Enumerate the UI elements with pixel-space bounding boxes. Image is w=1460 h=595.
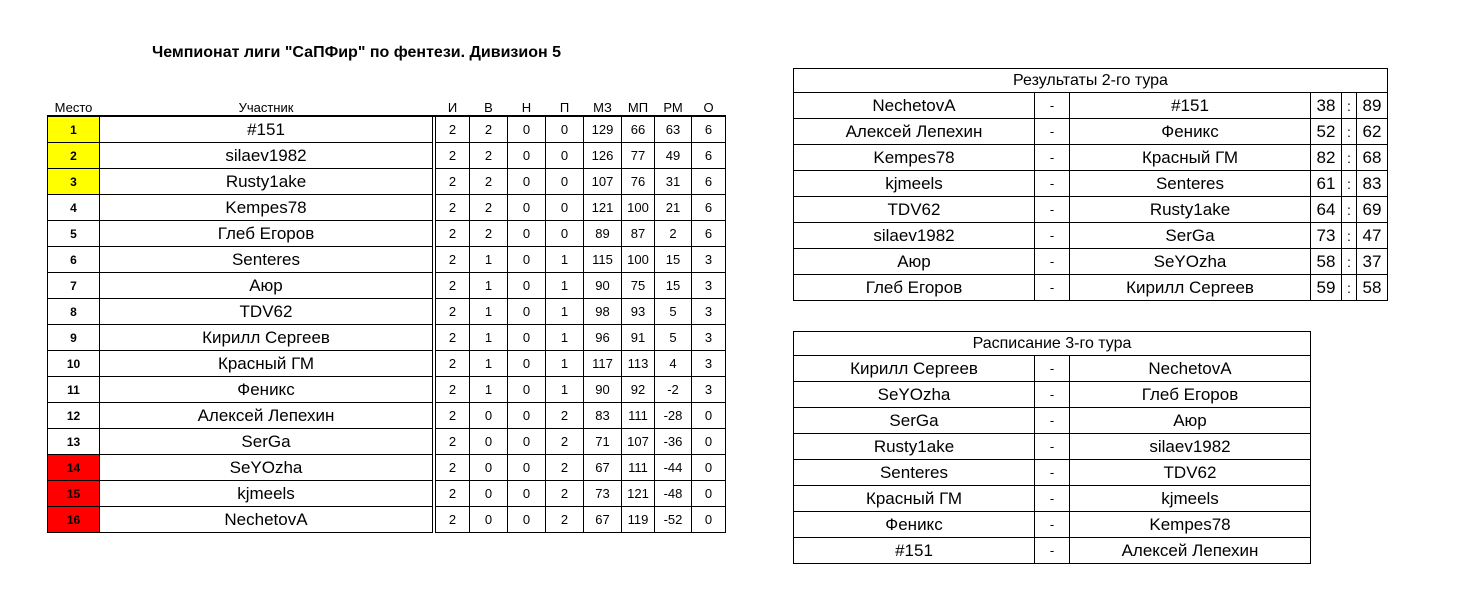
games-cell: 2	[436, 247, 470, 273]
away-score: 68	[1357, 145, 1388, 171]
score-cell: 3	[692, 325, 726, 351]
points-scored-cell: 98	[584, 299, 622, 325]
points-scored-cell: 129	[584, 116, 622, 143]
away-team: Kempes78	[1070, 512, 1311, 538]
difference-cell: -36	[655, 429, 692, 455]
standings-row	[48, 273, 726, 299]
score-cell: 6	[692, 221, 726, 247]
games-cell: 2	[436, 299, 470, 325]
points-allowed-cell: 92	[622, 377, 655, 403]
wins-cell: 1	[470, 273, 508, 299]
participant-name: SeYOzha	[100, 455, 433, 481]
schedule-row	[794, 434, 1311, 460]
place-cell: 5	[48, 221, 100, 247]
participant-name: Глеб Егоров	[100, 221, 433, 247]
points-allowed-cell: 91	[622, 325, 655, 351]
points-allowed-cell: 66	[622, 116, 655, 143]
score-cell: 0	[692, 403, 726, 429]
result-row	[794, 171, 1388, 197]
score-colon: :	[1342, 197, 1357, 223]
losses-cell: 0	[546, 143, 584, 169]
points-scored-cell: 115	[584, 247, 622, 273]
draws-cell: 0	[508, 143, 546, 169]
difference-cell: 15	[655, 247, 692, 273]
losses-cell: 1	[546, 325, 584, 351]
participant-name: Kempes78	[100, 195, 433, 221]
score-colon: :	[1342, 145, 1357, 171]
losses-cell: 0	[546, 169, 584, 195]
points-scored-cell: 89	[584, 221, 622, 247]
draws-cell: 0	[508, 507, 546, 533]
header-place: Место	[54, 100, 93, 115]
standings-header-row	[48, 95, 726, 116]
away-team: Rusty1ake	[1070, 197, 1311, 223]
away-score: 69	[1357, 197, 1388, 223]
games-cell: 2	[436, 403, 470, 429]
score-cell: 3	[692, 299, 726, 325]
place-cell: 11	[48, 377, 100, 403]
difference-cell: -28	[655, 403, 692, 429]
result-row	[794, 275, 1388, 301]
versus-dash: -	[1035, 119, 1070, 145]
header-losses: П	[559, 100, 570, 115]
result-row	[794, 223, 1388, 249]
wins-cell: 0	[470, 429, 508, 455]
points-allowed-cell: 107	[622, 429, 655, 455]
points-allowed-cell: 87	[622, 221, 655, 247]
participant-name: Феникс	[100, 377, 433, 403]
draws-cell: 0	[508, 247, 546, 273]
home-score: 58	[1311, 249, 1342, 275]
points-scored-cell: 67	[584, 507, 622, 533]
points-scored-cell: 71	[584, 429, 622, 455]
wins-cell: 0	[470, 481, 508, 507]
score-colon: :	[1342, 119, 1357, 145]
participant-name: Rusty1ake	[100, 169, 433, 195]
points-allowed-cell: 93	[622, 299, 655, 325]
away-team: Кирилл Сергеев	[1070, 275, 1311, 301]
home-team: silaev1982	[794, 223, 1035, 249]
games-cell: 2	[436, 507, 470, 533]
participant-name: Кирилл Сергеев	[100, 325, 433, 351]
participant-name: Алексей Лепехин	[100, 403, 433, 429]
place-cell: 9	[48, 325, 100, 351]
wins-cell: 2	[470, 116, 508, 143]
versus-dash: -	[1035, 171, 1070, 197]
away-team: Глеб Егоров	[1070, 382, 1311, 408]
standings-row	[48, 455, 726, 481]
draws-cell: 0	[508, 299, 546, 325]
place-cell: 6	[48, 247, 100, 273]
versus-dash: -	[1035, 460, 1070, 486]
draws-cell: 0	[508, 351, 546, 377]
standings-row	[48, 429, 726, 455]
versus-dash: -	[1035, 382, 1070, 408]
schedule-row	[794, 460, 1311, 486]
draws-cell: 0	[508, 169, 546, 195]
difference-cell: -44	[655, 455, 692, 481]
points-allowed-cell: 121	[622, 481, 655, 507]
draws-cell: 0	[508, 116, 546, 143]
standings-row	[48, 195, 726, 221]
points-allowed-cell: 75	[622, 273, 655, 299]
away-team: TDV62	[1070, 460, 1311, 486]
difference-cell: 5	[655, 299, 692, 325]
points-scored-cell: 90	[584, 273, 622, 299]
home-team: kjmeels	[794, 171, 1035, 197]
wins-cell: 1	[470, 377, 508, 403]
losses-cell: 1	[546, 247, 584, 273]
away-score: 62	[1357, 119, 1388, 145]
points-allowed-cell: 113	[622, 351, 655, 377]
score-colon: :	[1342, 249, 1357, 275]
draws-cell: 0	[508, 429, 546, 455]
versus-dash: -	[1035, 223, 1070, 249]
losses-cell: 1	[546, 351, 584, 377]
standings-row	[48, 377, 726, 403]
versus-dash: -	[1035, 275, 1070, 301]
schedule-row	[794, 512, 1311, 538]
losses-cell: 2	[546, 481, 584, 507]
score-colon: :	[1342, 275, 1357, 301]
draws-cell: 0	[508, 195, 546, 221]
games-cell: 2	[436, 351, 470, 377]
home-score: 61	[1311, 171, 1342, 197]
participant-name: SerGa	[100, 429, 433, 455]
home-team: SeYOzha	[794, 382, 1035, 408]
losses-cell: 1	[546, 273, 584, 299]
home-team: TDV62	[794, 197, 1035, 223]
versus-dash: -	[1035, 93, 1070, 119]
standings-table	[47, 95, 726, 533]
place-cell: 8	[48, 299, 100, 325]
header-draws: Н	[521, 100, 532, 115]
place-cell: 16	[48, 507, 100, 533]
result-row	[794, 249, 1388, 275]
home-score: 59	[1311, 275, 1342, 301]
versus-dash: -	[1035, 486, 1070, 512]
score-cell: 0	[692, 429, 726, 455]
score-cell: 3	[692, 377, 726, 403]
header-score: О	[703, 100, 714, 115]
participant-name: kjmeels	[100, 481, 433, 507]
header-wins: В	[484, 100, 493, 115]
difference-cell: 15	[655, 273, 692, 299]
away-score: 89	[1357, 93, 1388, 119]
home-team: Алексей Лепехин	[794, 119, 1035, 145]
losses-cell: 1	[546, 377, 584, 403]
wins-cell: 1	[470, 299, 508, 325]
place-cell: 12	[48, 403, 100, 429]
results-title: Результаты 2-го тура	[794, 69, 1388, 93]
points-scored-cell: 107	[584, 169, 622, 195]
wins-cell: 2	[470, 221, 508, 247]
losses-cell: 2	[546, 403, 584, 429]
wins-cell: 1	[470, 351, 508, 377]
points-allowed-cell: 100	[622, 247, 655, 273]
score-cell: 6	[692, 116, 726, 143]
losses-cell: 0	[546, 221, 584, 247]
away-team: Алексей Лепехин	[1070, 538, 1311, 564]
wins-cell: 1	[470, 325, 508, 351]
points-allowed-cell: 111	[622, 455, 655, 481]
points-allowed-cell: 76	[622, 169, 655, 195]
place-cell: 7	[48, 273, 100, 299]
results-title-row	[794, 69, 1388, 93]
draws-cell: 0	[508, 377, 546, 403]
away-team: Senteres	[1070, 171, 1311, 197]
standings-row	[48, 325, 726, 351]
away-team: SeYOzha	[1070, 249, 1311, 275]
versus-dash: -	[1035, 408, 1070, 434]
games-cell: 2	[436, 377, 470, 403]
games-cell: 2	[436, 325, 470, 351]
home-team: Senteres	[794, 460, 1035, 486]
score-cell: 3	[692, 351, 726, 377]
losses-cell: 0	[546, 195, 584, 221]
score-cell: 3	[692, 247, 726, 273]
wins-cell: 2	[470, 143, 508, 169]
score-cell: 0	[692, 507, 726, 533]
away-team: Аюр	[1070, 408, 1311, 434]
home-team: Глеб Егоров	[794, 275, 1035, 301]
schedule-row	[794, 486, 1311, 512]
versus-dash: -	[1035, 356, 1070, 382]
losses-cell: 2	[546, 455, 584, 481]
round2-results-table	[793, 68, 1388, 301]
home-team: Аюр	[794, 249, 1035, 275]
standings-row	[48, 299, 726, 325]
place-cell: 13	[48, 429, 100, 455]
points-allowed-cell: 111	[622, 403, 655, 429]
difference-cell: -52	[655, 507, 692, 533]
games-cell: 2	[436, 273, 470, 299]
place-cell: 15	[48, 481, 100, 507]
schedule-row	[794, 408, 1311, 434]
points-scored-cell: 90	[584, 377, 622, 403]
schedule-title: Расписание 3-го тура	[794, 332, 1311, 356]
score-colon: :	[1342, 171, 1357, 197]
wins-cell: 2	[470, 195, 508, 221]
result-row	[794, 93, 1388, 119]
standings-row	[48, 221, 726, 247]
score-cell: 6	[692, 195, 726, 221]
away-score: 37	[1357, 249, 1388, 275]
away-score: 47	[1357, 223, 1388, 249]
home-team: Кирилл Сергеев	[794, 356, 1035, 382]
draws-cell: 0	[508, 221, 546, 247]
draws-cell: 0	[508, 403, 546, 429]
participant-name: Senteres	[100, 247, 433, 273]
score-colon: :	[1342, 223, 1357, 249]
difference-cell: -48	[655, 481, 692, 507]
home-score: 82	[1311, 145, 1342, 171]
place-cell: 1	[48, 116, 100, 143]
points-scored-cell: 67	[584, 455, 622, 481]
participant-name: NechetovA	[100, 507, 433, 533]
standings-row	[48, 481, 726, 507]
points-scored-cell: 117	[584, 351, 622, 377]
versus-dash: -	[1035, 538, 1070, 564]
games-cell: 2	[436, 169, 470, 195]
away-team: Феникс	[1070, 119, 1311, 145]
points-allowed-cell: 77	[622, 143, 655, 169]
versus-dash: -	[1035, 197, 1070, 223]
difference-cell: 2	[655, 221, 692, 247]
standings-row	[48, 143, 726, 169]
header-difference: РМ	[663, 100, 683, 115]
draws-cell: 0	[508, 273, 546, 299]
draws-cell: 0	[508, 455, 546, 481]
games-cell: 2	[436, 481, 470, 507]
result-row	[794, 145, 1388, 171]
result-row	[794, 197, 1388, 223]
points-scored-cell: 96	[584, 325, 622, 351]
wins-cell: 2	[470, 169, 508, 195]
difference-cell: 63	[655, 116, 692, 143]
games-cell: 2	[436, 116, 470, 143]
wins-cell: 0	[470, 455, 508, 481]
away-team: silaev1982	[1070, 434, 1311, 460]
home-team: #151	[794, 538, 1035, 564]
away-team: Красный ГМ	[1070, 145, 1311, 171]
away-team: NechetovA	[1070, 356, 1311, 382]
difference-cell: -2	[655, 377, 692, 403]
games-cell: 2	[436, 195, 470, 221]
participant-name: Красный ГМ	[100, 351, 433, 377]
place-cell: 3	[48, 169, 100, 195]
header-games: И	[447, 100, 458, 115]
score-cell: 6	[692, 169, 726, 195]
score-cell: 3	[692, 273, 726, 299]
losses-cell: 0	[546, 116, 584, 143]
participant-name: silaev1982	[100, 143, 433, 169]
versus-dash: -	[1035, 249, 1070, 275]
place-cell: 4	[48, 195, 100, 221]
losses-cell: 2	[546, 429, 584, 455]
participant-name: #151	[100, 116, 433, 143]
away-score: 58	[1357, 275, 1388, 301]
home-team: Красный ГМ	[794, 486, 1035, 512]
points-scored-cell: 83	[584, 403, 622, 429]
home-score: 38	[1311, 93, 1342, 119]
versus-dash: -	[1035, 145, 1070, 171]
games-cell: 2	[436, 455, 470, 481]
home-score: 73	[1311, 223, 1342, 249]
header-points-scored: МЗ	[593, 100, 612, 115]
losses-cell: 2	[546, 507, 584, 533]
difference-cell: 21	[655, 195, 692, 221]
points-allowed-cell: 119	[622, 507, 655, 533]
place-cell: 2	[48, 143, 100, 169]
away-team: #151	[1070, 93, 1311, 119]
place-cell: 10	[48, 351, 100, 377]
wins-cell: 1	[470, 247, 508, 273]
losses-cell: 1	[546, 299, 584, 325]
participant-name: Аюр	[100, 273, 433, 299]
standings-row	[48, 507, 726, 533]
standings-row	[48, 116, 726, 143]
schedule-row	[794, 356, 1311, 382]
home-score: 52	[1311, 119, 1342, 145]
points-scored-cell: 126	[584, 143, 622, 169]
standings-row	[48, 351, 726, 377]
versus-dash: -	[1035, 512, 1070, 538]
score-cell: 6	[692, 143, 726, 169]
result-row	[794, 119, 1388, 145]
difference-cell: 5	[655, 325, 692, 351]
home-team: Rusty1ake	[794, 434, 1035, 460]
schedule-title-row	[794, 332, 1311, 356]
versus-dash: -	[1035, 434, 1070, 460]
games-cell: 2	[436, 429, 470, 455]
points-scored-cell: 121	[584, 195, 622, 221]
score-cell: 0	[692, 481, 726, 507]
participant-name: TDV62	[100, 299, 433, 325]
header-participant: Участник	[238, 100, 294, 115]
games-cell: 2	[436, 221, 470, 247]
header-points-allowed: МП	[627, 100, 649, 115]
schedule-row	[794, 538, 1311, 564]
score-colon: :	[1342, 93, 1357, 119]
page-title: Чемпионат лиги "СаПФир" по фентези. Дивизион 5	[152, 44, 561, 61]
standings-row	[48, 247, 726, 273]
difference-cell: 31	[655, 169, 692, 195]
wins-cell: 0	[470, 403, 508, 429]
home-team: NechetovA	[794, 93, 1035, 119]
games-cell: 2	[436, 143, 470, 169]
home-team: Kempes78	[794, 145, 1035, 171]
home-team: SerGa	[794, 408, 1035, 434]
round3-schedule-table	[793, 331, 1311, 564]
away-team: SerGa	[1070, 223, 1311, 249]
standings-row	[48, 169, 726, 195]
wins-cell: 0	[470, 507, 508, 533]
difference-cell: 49	[655, 143, 692, 169]
points-scored-cell: 73	[584, 481, 622, 507]
away-score: 83	[1357, 171, 1388, 197]
draws-cell: 0	[508, 481, 546, 507]
standings-row	[48, 403, 726, 429]
home-team: Феникс	[794, 512, 1035, 538]
points-allowed-cell: 100	[622, 195, 655, 221]
place-cell: 14	[48, 455, 100, 481]
schedule-row	[794, 382, 1311, 408]
difference-cell: 4	[655, 351, 692, 377]
home-score: 64	[1311, 197, 1342, 223]
away-team: kjmeels	[1070, 486, 1311, 512]
draws-cell: 0	[508, 325, 546, 351]
standings-body	[48, 116, 726, 533]
score-cell: 0	[692, 455, 726, 481]
